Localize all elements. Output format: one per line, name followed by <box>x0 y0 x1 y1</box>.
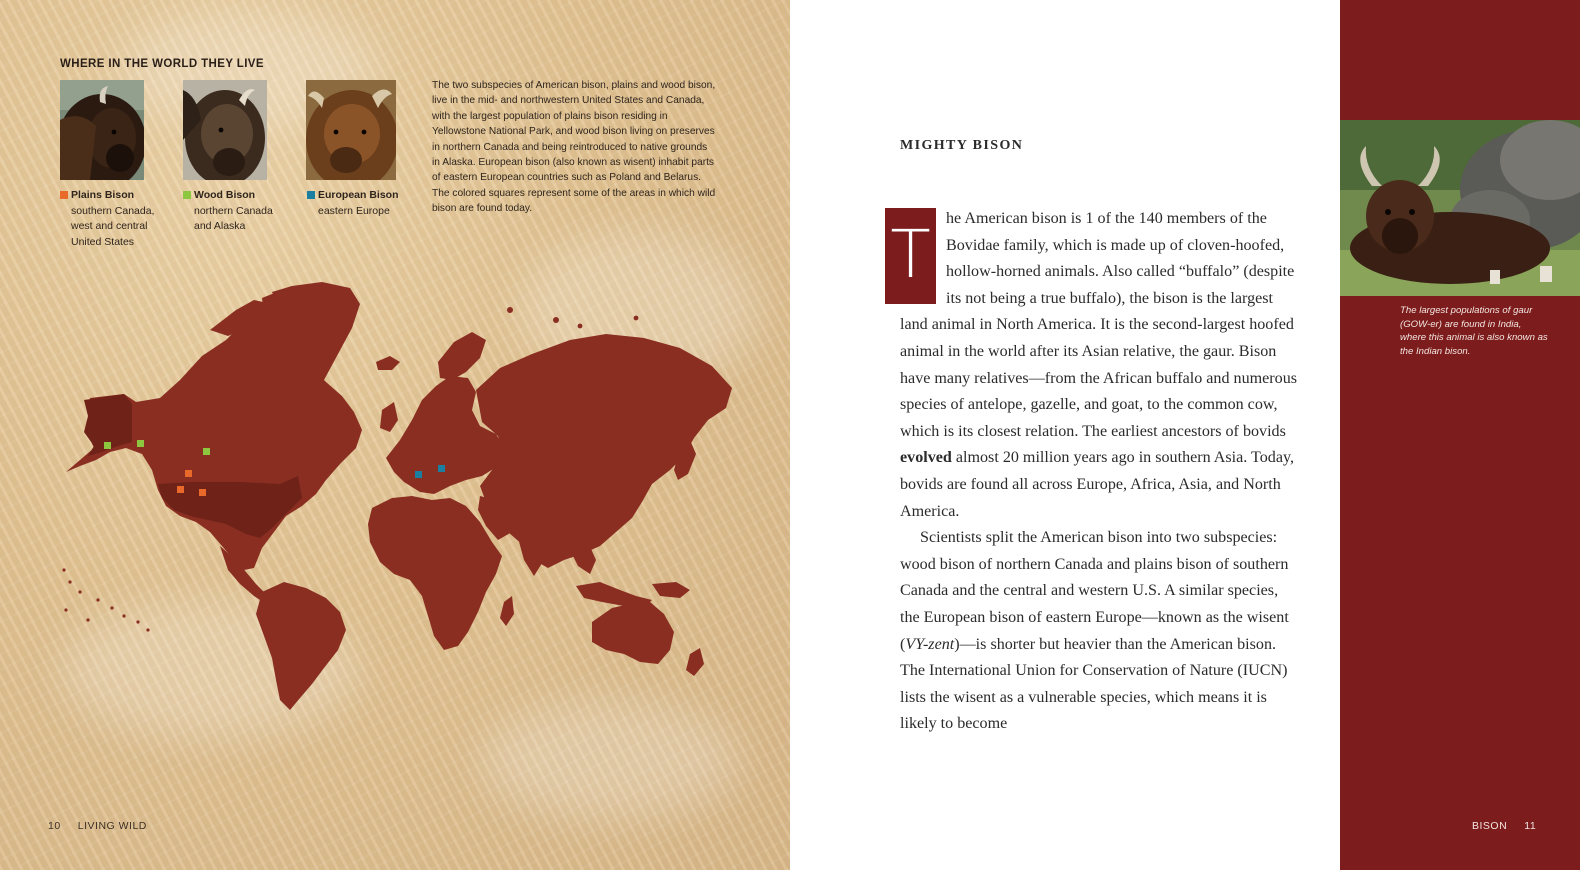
european-bison-marker <box>415 471 422 478</box>
madagascar <box>500 596 514 626</box>
left-folio <box>48 820 147 832</box>
australia <box>592 602 674 664</box>
orange-square-icon <box>60 191 68 199</box>
plains-bison-marker <box>185 470 192 477</box>
island <box>578 324 583 329</box>
map-title: WHERE IN THE WORLD THEY LIVE <box>60 58 264 70</box>
paragraph-text: )—is shorter but heavier than the American bison. The International Union for Conservation of Nature (IUCN) lists the wisent as a vulnerable species, which means it is likely to become <box>900 635 1288 733</box>
paragraph-1 <box>900 206 1300 525</box>
drop-cap: T <box>885 208 936 304</box>
drop-cap-spacer <box>900 206 946 286</box>
island <box>136 620 139 623</box>
plains-bison-marker <box>199 489 206 496</box>
running-title: LIVING WILD <box>77 820 147 832</box>
running-title: BISON <box>1472 820 1508 832</box>
new-zealand <box>686 648 704 676</box>
plains-bison-photo <box>60 80 144 180</box>
legend-wood-bison <box>194 188 273 235</box>
africa <box>368 496 502 650</box>
south-america <box>256 582 346 710</box>
wood-bison-marker <box>203 448 210 455</box>
island <box>110 606 113 609</box>
island <box>146 628 149 631</box>
page-number: 11 <box>1524 820 1537 832</box>
island <box>507 307 513 313</box>
glossary-term: evolved <box>900 449 952 467</box>
wood-bison-marker <box>137 440 144 447</box>
legend-region: eastern Europe <box>318 204 390 217</box>
body-text <box>900 206 1300 738</box>
island <box>86 618 89 621</box>
sidebar <box>1340 0 1580 870</box>
continents <box>62 282 732 710</box>
map-caption: The two subspecies of American bison, plains and wood bison, live in the mid- and northwestern United States and Canada, with the largest population of plains bison residing in Yellowstone National Park, and wood bison living on preserves in northern Canada and being reintroduced to native grounds in Alaska. European bison (also known as wisent) inhabit parts of eastern European countries such as Poland and Belarus. The colored squares represent some of the areas in which wild bison are found today. <box>432 80 716 215</box>
island <box>62 568 65 571</box>
plains-bison-marker <box>177 486 184 493</box>
new-guinea <box>652 582 690 598</box>
chapter-title: MIGHTY BISON <box>900 138 1024 153</box>
legend-plains-bison <box>71 188 154 250</box>
right-page <box>790 0 1580 870</box>
right-folio <box>1472 820 1536 832</box>
paragraph-text: he American bison is 1 of the 140 members of the Bovidae family, which is made up of cloven-hoofed, hollow-horned animals. Also called “buffalo” (despite its not being a true buffalo), the bison is the largest land animal in North America. It is the second-largest hoofed animal in the world after its Asian relative, the gaur. Bison have many relatives—from the African buffalo and numerous species of antelope, gazelle, and goat, to the common cow, which is its closest relation. The earliest ancestors of bovids <box>900 210 1297 440</box>
legend-region: northern Canada and Alaska <box>194 204 273 232</box>
island <box>64 608 67 611</box>
island <box>553 317 559 323</box>
island <box>122 614 125 617</box>
island <box>634 316 639 321</box>
island <box>78 590 81 593</box>
world-map <box>40 270 750 720</box>
paragraph-2 <box>900 525 1300 738</box>
european-bison-photo <box>306 80 396 180</box>
gaur-caption: The largest populations of gaur (GOW-er) are found in India, where this animal is also known as the Indian bison. <box>1400 305 1548 357</box>
legend-region: southern Canada, west and central United States <box>71 204 155 248</box>
britain <box>380 402 398 432</box>
gaur-photo <box>1340 120 1580 296</box>
pronunciation: VY-zent <box>905 635 955 653</box>
island <box>68 580 71 583</box>
legend-name: Wood Bison <box>194 189 256 201</box>
page-number: 10 <box>48 820 61 832</box>
green-square-icon <box>183 191 191 199</box>
legend-european-bison <box>318 188 399 219</box>
paragraph-text: almost 20 million years ago in southern Asia. Today, bovids are found all across Europe, Africa, Asia, and North America. <box>900 449 1295 520</box>
paragraph-text: Scientists split the American bison into two subspecies: wood bison of northern Canada and plains bison of southern Canada and the central and western U.S. A similar species, the European bison of eastern Europe—known as the wisent ( <box>900 529 1289 653</box>
european-bison-marker <box>438 465 445 472</box>
legend-name: European Bison <box>318 189 399 201</box>
wood-bison-photo <box>183 80 267 180</box>
iceland <box>376 356 400 370</box>
island <box>96 598 99 601</box>
blue-square-icon <box>307 191 315 199</box>
wood-bison-marker <box>104 442 111 449</box>
legend-name: Plains Bison <box>71 189 135 201</box>
scandinavia <box>438 332 486 380</box>
